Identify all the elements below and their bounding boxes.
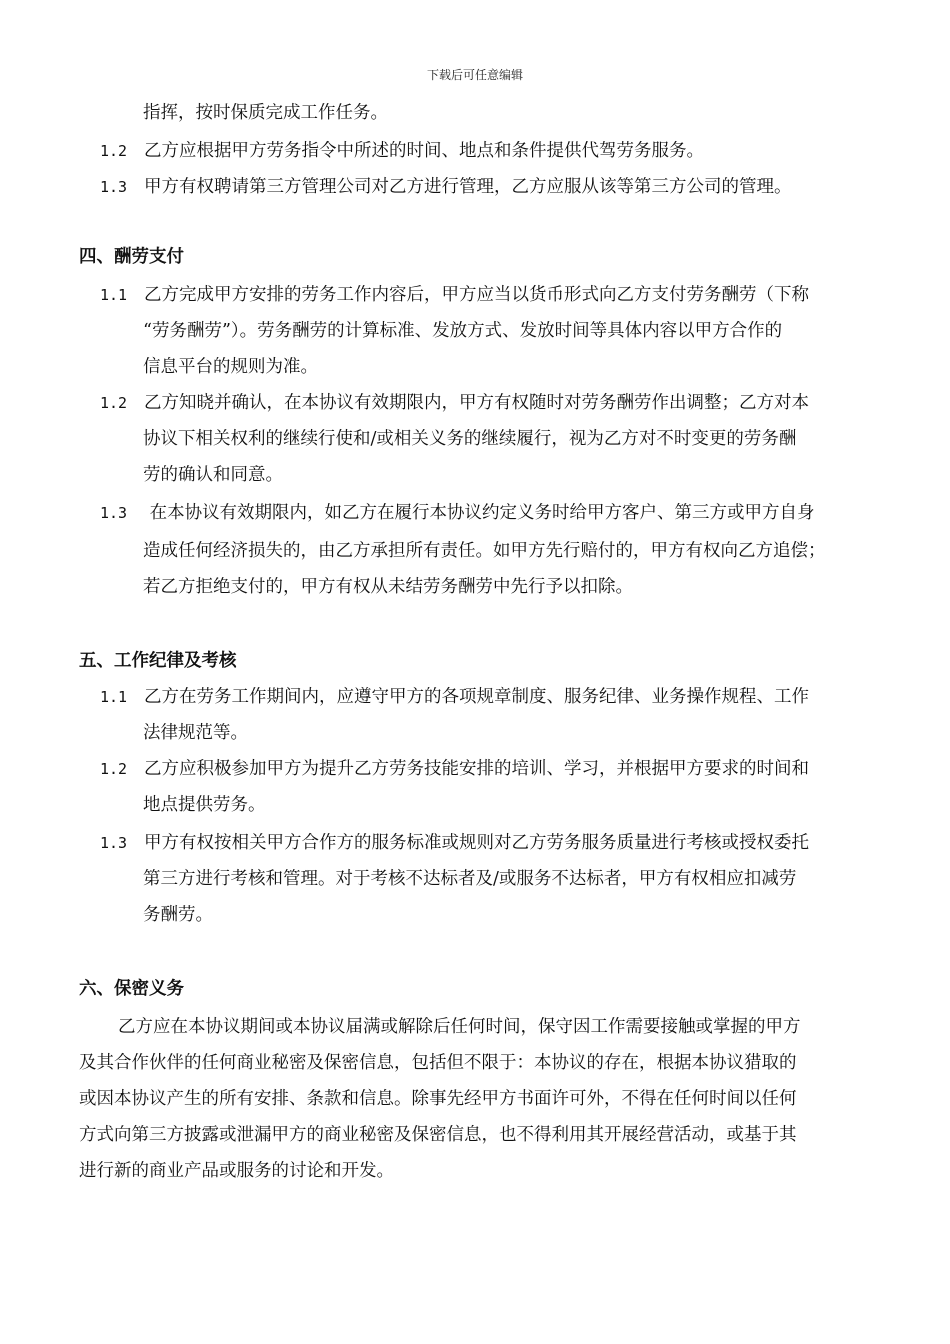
- clause-text-continuation: 信息平台的规则为准。: [143, 357, 318, 377]
- clause-3-1-2: [100, 138, 704, 164]
- clause-text: 甲方有权聘请第三方管理公司对乙方进行管理，乙方应服从该等第三方公司的管理。: [144, 177, 792, 197]
- clause-text: 乙方在劳务工作期间内，应遵守甲方的各项规章制度、服务纪律、业务操作规程、工作: [144, 687, 809, 707]
- clause-text-continuation: 造成任何经济损失的，由乙方承担所有责任。如甲方先行赔付的，甲方有权向乙方追偿；: [143, 541, 826, 561]
- section-heading-payment: 四、酬劳支付: [79, 247, 184, 267]
- clause-number: 1.1: [100, 688, 128, 706]
- clause-3-1-3: [100, 174, 792, 200]
- clause-text: 乙方应积极参加甲方为提升乙方劳务技能安排的培训、学习，并根据甲方要求的时间和: [144, 759, 809, 779]
- clause-text-continuation: 劳的确认和同意。: [143, 465, 283, 485]
- clause-number: 1.2: [100, 760, 128, 778]
- clause-3-1-continuation: 指挥，按时保质完成工作任务。: [143, 103, 388, 123]
- clause-text-continuation: 地点提供劳务。: [143, 795, 266, 815]
- page-header: 下载后可任意编辑: [426, 68, 523, 82]
- section-heading-confidentiality: 六、保密义务: [79, 979, 184, 999]
- clause-text-continuation: 第三方进行考核和管理。对于考核不达标者及/或服务不达标者，甲方有权相应扣减劳: [143, 869, 797, 889]
- clause-number: 1.3: [100, 834, 128, 852]
- paragraph-line: 或因本协议产生的所有安排、条款和信息。除事先经甲方书面许可外，不得在任何时间以任何: [79, 1089, 797, 1109]
- clause-text-continuation: 若乙方拒绝支付的，甲方有权从未结劳务酬劳中先行予以扣除。: [143, 577, 633, 597]
- clause-4-1-3: [100, 500, 815, 526]
- paragraph-line: 及其合作伙伴的任何商业秘密及保密信息，包括但不限于：本协议的存在，根据本协议猎取的: [79, 1053, 797, 1073]
- paragraph-line: 方式向第三方披露或泄漏甲方的商业秘密及保密信息，也不得利用其开展经营活动，或基于其: [79, 1125, 797, 1145]
- paragraph-line: 乙方应在本协议期间或本协议届满或解除后任何时间，保守因工作需要接触或掌握的甲方: [118, 1017, 801, 1037]
- clause-number: 1.2: [100, 142, 128, 160]
- clause-number: 1.3: [100, 504, 128, 522]
- clause-5-1-1: [100, 684, 809, 710]
- clause-number: 1.2: [100, 394, 128, 412]
- clause-text-continuation: 法律规范等。: [143, 723, 248, 743]
- clause-text-continuation: 协议下相关权利的继续行使和/或相关义务的继续履行，视为乙方对不时变更的劳务酬: [143, 429, 797, 449]
- clause-text: 乙方完成甲方安排的劳务工作内容后，甲方应当以货币形式向乙方支付劳务酬劳（下称: [144, 285, 809, 305]
- section-heading-discipline: 五、工作纪律及考核: [79, 651, 237, 671]
- clause-text: 乙方应根据甲方劳务指令中所述的时间、地点和条件提供代驾劳务服务。: [144, 141, 704, 161]
- clause-4-1-2: [100, 390, 809, 416]
- clause-text-continuation: 务酬劳。: [143, 905, 213, 925]
- clause-4-1-1: [100, 282, 809, 308]
- clause-text: 乙方知晓并确认，在本协议有效期限内，甲方有权随时对劳务酬劳作出调整；乙方对本: [144, 393, 809, 413]
- clause-number: 1.1: [100, 286, 128, 304]
- clause-number: 1.3: [100, 178, 128, 196]
- clause-text: 在本协议有效期限内，如乙方在履行本协议约定义务时给甲方客户、第三方或甲方自身: [144, 503, 815, 523]
- clause-text-continuation: “劳务酬劳”）。劳务酬劳的计算标准、发放方式、发放时间等具体内容以甲方合作的: [143, 321, 783, 341]
- clause-text: 甲方有权按相关甲方合作方的服务标准或规则对乙方劳务服务质量进行考核或授权委托: [144, 833, 809, 853]
- clause-5-1-3: [100, 830, 809, 856]
- paragraph-line: 进行新的商业产品或服务的讨论和开发。: [79, 1161, 394, 1181]
- clause-5-1-2: [100, 756, 809, 782]
